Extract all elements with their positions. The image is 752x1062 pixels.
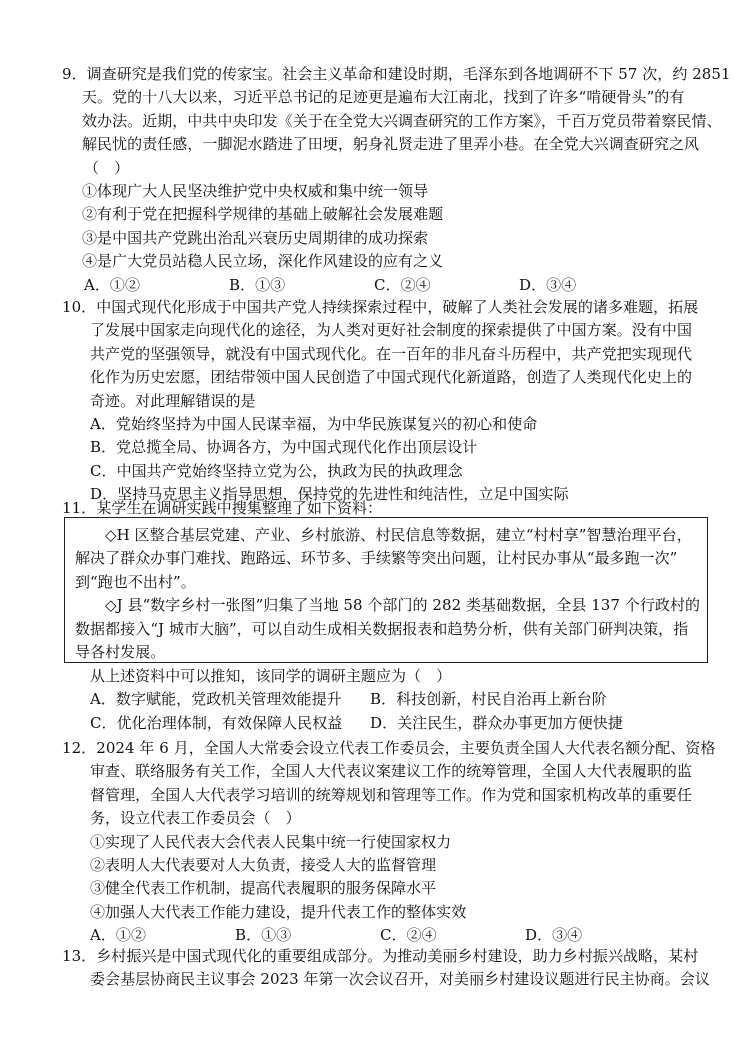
- question-10: [62, 296, 722, 507]
- q11-option-a[interactable]: A．数字赋能，党政机关管理效能提升: [90, 690, 342, 709]
- q10-stem-line: 奇迹。对此理解错误的是: [90, 391, 256, 410]
- q9-option-c[interactable]: C．②④: [374, 275, 431, 294]
- q12-stem-line: 审查、联络服务有关工作，全国人大代表议案建议工作的统筹管理，全国人大代表履职的监: [90, 762, 693, 781]
- q12-stem-line: 督管理，全国人大代表学习培训的统筹规划和管理等工作。作为党和国家机构改革的重要任: [90, 785, 693, 804]
- q10-stem-line: 10．中国式现代化形成于中国共产党人持续探索过程中，破解了人类社会发展的诸多难题，拓展: [62, 298, 699, 316]
- q11-option-d[interactable]: D．关注民生，群众办事更加方便快捷: [370, 713, 623, 732]
- q11-option-c[interactable]: C．优化治理体制，有效保障人民权益: [90, 713, 343, 732]
- q11-option-b[interactable]: B．科技创新，村民自治再上新台阶: [370, 690, 607, 709]
- q13-stem-line: 13．乡村振兴是中国式现代化的重要组成部分。为推动美丽乡村建设，助力乡村振兴战略，某村: [62, 947, 699, 965]
- q12-stem-line: 12．2024 年 6 月，全国人大常委会设立代表工作委员会，主要负责全国人大代表名额分配、资格: [62, 739, 716, 757]
- question-13: [62, 945, 722, 992]
- question-11-tail: [62, 665, 722, 735]
- q10-option-b[interactable]: B．党总揽全局、协调各方，为中国式现代化作出顶层设计: [90, 438, 478, 457]
- q12-option-d[interactable]: D．③④: [525, 926, 583, 945]
- q9-statement: ④是广大党员站稳人民立场，深化作风建设的应有之义: [82, 252, 444, 271]
- q10-stem-line: 化作为历史宏愿，团结带领中国人民创造了中国式现代化新道路，创造了人类现代化史上的: [90, 368, 693, 387]
- q11-material-box: [64, 517, 708, 663]
- q10-option-d[interactable]: D．坚持马克思主义指导思想，保持党的先进性和纯洁性，立足中国实际: [90, 485, 569, 504]
- q12-statement: ③健全代表工作机制，提高代表履职的服务保障水平: [90, 879, 437, 898]
- question-9: [62, 63, 731, 297]
- q9-option-d[interactable]: D．③④: [519, 275, 577, 294]
- q9-stem-line: 天。党的十八大以来，习近平总书记的足迹更是遍布大江南北，找到了许多“啃硬骨头”的有: [82, 88, 685, 107]
- q10-option-c[interactable]: C．中国共产党始终坚持立党为公，执政为民的执政理念: [90, 461, 463, 480]
- q11-material-line: 到“跑也不出村”。: [75, 572, 196, 591]
- q9-statement: ③是中国共产党跳出治乱兴衰历史周期律的成功探索: [82, 228, 429, 247]
- q10-stem-line: 共产党的坚强领导，就没有中国式现代化。在一百年的非凡奋斗历程中，共产党把实现现代: [90, 344, 693, 363]
- q12-statement: ②表明人大代表要对人大负责，接受人大的监督管理: [90, 856, 437, 875]
- q9-options: [62, 274, 722, 297]
- q9-stem-line: 9．调查研究是我们党的传家宝。社会主义革命和建设时期，毛泽东到各地调研不下 57 次，约 2851: [62, 65, 731, 83]
- q13-stem-line: 委会基层协商民主议事会 2023 年第一次会议召开，对美丽乡村建设议题进行民主协商。会议: [90, 970, 710, 989]
- q11-material-line: 解决了群众办事门难找、跑路远、环节多、手续繁等突出问题，让村民办事从“最多跑一次”: [75, 549, 678, 568]
- q12-statement: ④加强人大代表工作能力建设，提升代表工作的整体实效: [90, 902, 467, 921]
- q9-option-a[interactable]: A．①②: [84, 275, 141, 294]
- q9-statement: ①体现广大人民坚决维护党中央权威和集中统一领导: [82, 182, 429, 201]
- q9-statement: ②有利于党在把握科学规律的基础上破解社会发展难题: [82, 205, 444, 224]
- q12-option-b[interactable]: B．①③: [235, 926, 292, 945]
- q12-option-c[interactable]: C．②④: [380, 926, 437, 945]
- q9-stem-line: 解民忧的责任感，一脚泥水踏进了田埂，躬身礼贤走进了里弄小巷。在全党大兴调查研究之风: [82, 135, 700, 154]
- q11-options-row: [62, 688, 722, 711]
- q11-stem: 11．某学生在调研实践中搜集整理了如下资料：: [62, 499, 383, 517]
- question-12: [62, 737, 722, 948]
- q11-material-line: 导各村发展。: [75, 643, 166, 662]
- q9-option-b[interactable]: B．①③: [229, 275, 286, 294]
- q9-answer-blank: （ ）: [84, 158, 130, 177]
- q10-stem-line: 了发展中国家走向现代化的途径，为人类对更好社会制度的探索提供了中国方案。没有中国: [90, 321, 693, 340]
- q10-option-a[interactable]: A．党始终坚持为中国人民谋幸福，为中华民族谋复兴的初心和使命: [90, 415, 538, 434]
- q9-stem-line: 效办法。近期，中共中央印发《关于在全党大兴调查研究的工作方案》，千百万党员带着察民情、: [82, 111, 722, 130]
- q12-stem-line: 务，设立代表工作委员会（ ）: [90, 809, 301, 828]
- q11-question: 从上述资料中可以推知，该同学的调研主题应为（ ）: [90, 667, 452, 685]
- q11-material-line: ◇H 区整合基层党建、产业、乡村旅游、村民信息等数据，建立“村村享”智慧治理平台，: [105, 526, 692, 544]
- q11-material-line: 数据都接入“J 城市大脑”，可以自动生成相关数据报表和趋势分析，供有关部门研判决策，指: [75, 619, 689, 638]
- q11-material-line: ◇J 县“数字乡村一张图”归集了当地 58 个部门的 282 类基础数据，全县 137 个行政村的: [105, 596, 701, 615]
- q12-statement: ①实现了人民代表大会代表人民集中统一行使国家权力: [90, 832, 452, 851]
- q12-option-a[interactable]: A．①②: [90, 926, 147, 945]
- q11-options-row: [62, 712, 722, 735]
